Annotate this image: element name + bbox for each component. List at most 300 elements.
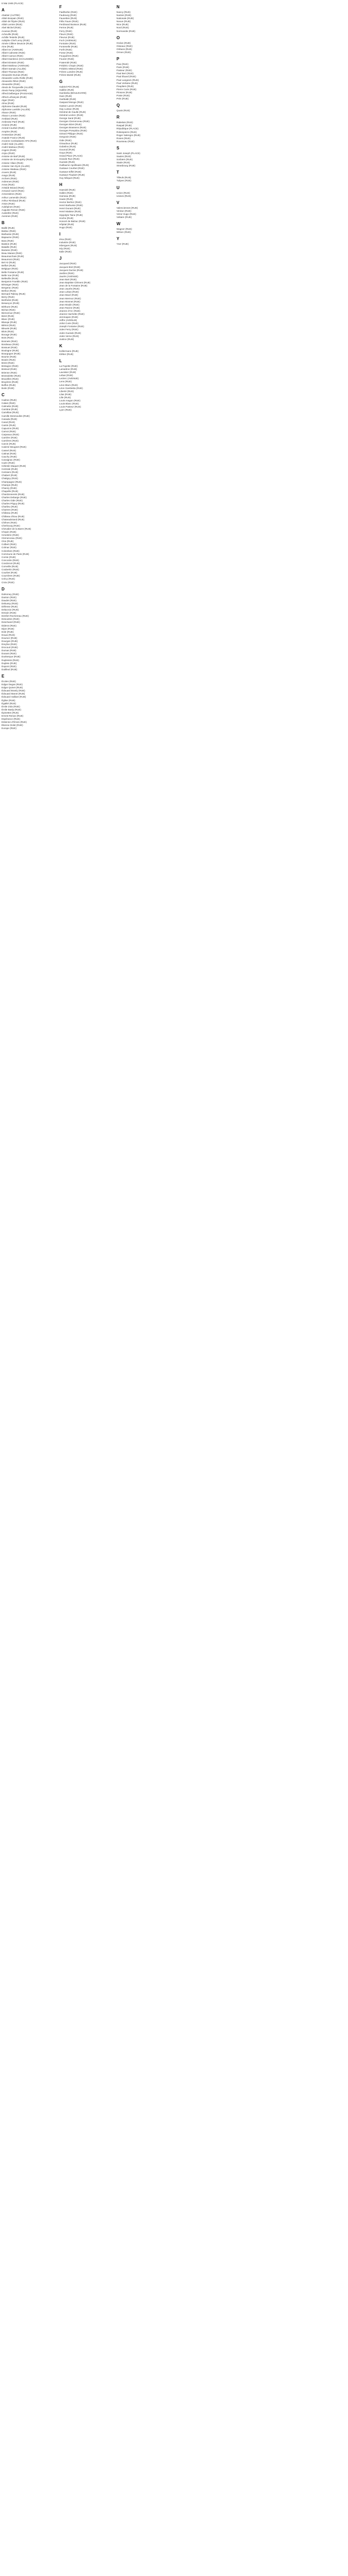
street-entry: Barbusse (RUE)	[2, 233, 19, 236]
street-entry: Jean Macé (RUE)	[59, 294, 78, 297]
street-entry: Brossolette (RUE)	[2, 374, 21, 377]
street-entry: Fourier (RUE)	[59, 58, 74, 61]
street-entry: Pasteur (RUE)	[117, 69, 132, 72]
street-entry: Crécy (RUE)	[2, 578, 15, 581]
street-entry: Pierre Curie (RUE)	[117, 88, 137, 91]
street-entry: Espérance (RUE)	[2, 718, 20, 721]
street-entry: Gustave Courbet (RUE)	[59, 167, 85, 170]
street-entry: Acheville (RUE)	[2, 32, 19, 36]
street-entry: Chateaubriand (RUE)	[2, 518, 25, 521]
street-entry: Louis Aragon (RUE)	[59, 399, 80, 402]
street-entry: Coubertin (RUE)	[2, 568, 19, 571]
street-entry: Chopin (RUE)	[2, 531, 16, 533]
street-entry: Lille (RUE)	[59, 396, 71, 399]
street-entry: Dumas (RUE)	[2, 649, 16, 652]
street-entry: Anvers (RUE)	[2, 171, 16, 174]
street-entry: Abattoir (AUTRE)	[2, 14, 20, 17]
street-entry: Aimée Cillène Deuscie (RUE)	[2, 42, 33, 45]
street-entry: Foch (AVENUE)	[59, 39, 77, 42]
letter-heading: V	[117, 200, 120, 205]
street-entry: Bazaine (RUE)	[2, 248, 18, 251]
street-entry: Avesnes (RUE)	[2, 215, 18, 218]
street-entry: Bruyères (RUE)	[2, 380, 19, 383]
street-entry: Alexis de Tocqueville (ALLÉE)	[2, 86, 34, 89]
street-entry: Anciens Combattants AFN (RUE)	[2, 139, 37, 142]
street-entry: Croix (RUE)	[2, 581, 14, 584]
street-entry: Frères Lumière (RUE)	[59, 70, 83, 73]
street-entry: Bourse (RUE)	[2, 355, 16, 359]
letter-heading: W	[117, 222, 121, 227]
street-entry: Kellermann (RUE)	[59, 349, 79, 352]
street-entry: Béranger (RUE)	[2, 283, 19, 286]
street-entry: Faidherbe (RUE)	[59, 11, 77, 13]
street-entry: Debussy (RUE)	[2, 602, 18, 605]
street-entry: Jules Guesde (RUE)	[59, 331, 81, 334]
street-entry: Défense (RUE)	[2, 605, 18, 608]
street-entry: Édouard Branly (RUE)	[2, 689, 25, 692]
street-entry: Alexandre Dumas (RUE)	[2, 73, 28, 76]
street-entry: Archers (RUE)	[2, 177, 17, 180]
street-entry: Lebas (RUE)	[59, 374, 73, 377]
street-entry: Abbé Bonpain (RUE)	[2, 17, 24, 20]
street-entry: Alexis Pamp (SQUARE)	[2, 89, 27, 92]
street-entry: Paul Éluard (RUE)	[117, 75, 136, 78]
street-entry: Blériot (RUE)	[2, 324, 16, 327]
letter-heading: E	[2, 673, 5, 679]
street-entry: Gustave Flaubert (RUE)	[59, 173, 85, 176]
street-entry: Lamartine (RUE)	[59, 368, 77, 371]
street-entry: Bossuet (RUE)	[2, 346, 18, 349]
street-entry: Condorcet (RUE)	[2, 562, 20, 565]
street-entry: Joliot Curie (RUE)	[59, 322, 79, 325]
street-entry: Denfert Rochereau (RUE)	[2, 615, 29, 618]
street-entry: Georges Pompidou (RUE)	[59, 129, 87, 132]
street-entry: Bleuets (RUE)	[2, 327, 17, 330]
street-entry: Hugo (RUE)	[59, 226, 73, 229]
street-entry: Breteuil (RUE)	[2, 368, 17, 371]
street-entry: Raspail (RUE)	[117, 124, 132, 127]
street-entry: Armand Carrel (RUE)	[2, 190, 24, 193]
index-column-2	[59, 2, 110, 412]
street-entry: Diderot (RUE)	[2, 624, 16, 627]
letter-heading: Q	[117, 103, 120, 108]
street-entry: Ardennes (RUE)	[2, 180, 19, 183]
street-entry: Berry (RUE)	[2, 296, 15, 299]
street-entry: Giraudoux (RUE)	[59, 142, 78, 145]
street-entry: Cavaignac (RUE)	[2, 458, 20, 461]
street-entry: Neuve (RUE)	[117, 20, 131, 23]
street-entry: Voltaire (RUE)	[117, 216, 132, 219]
street-entry: Antoine Watteau (RUE)	[2, 167, 26, 171]
street-entry: Valenciennes (RUE)	[117, 206, 138, 209]
street-entry: Cadran (RUE)	[2, 399, 17, 402]
letter-heading: C	[2, 393, 5, 398]
street-entry: André Gide (ALLÉE)	[2, 142, 23, 145]
street-entry: Édouard Manet (RUE)	[2, 692, 25, 696]
letter-heading: P	[117, 57, 120, 62]
street-entry: Champs (RUE)	[2, 483, 18, 486]
street-entry: Albert Camus (RUE)	[2, 55, 23, 58]
street-entry: Amsterdam (RUE)	[2, 133, 21, 136]
street-entry: Étienne Dolet (RUE)	[2, 724, 23, 727]
street-entry: Fosse (RUE)	[59, 52, 73, 55]
street-entry: Alexandrie (RUE)	[2, 83, 20, 86]
street-entry: Faubourg (RUE)	[59, 14, 77, 17]
street-entry: George Sand (RUE)	[59, 116, 81, 120]
street-entry: Belleville (RUE)	[2, 277, 19, 280]
street-entry: Léon Blum (RUE)	[59, 383, 78, 386]
street-entry: Butin (RUE)	[2, 386, 14, 389]
street-entry: Stade (RUE)	[117, 161, 130, 164]
street-entry: Cherbourg (RUE)	[2, 524, 20, 527]
street-entry: Baillé (RUE)	[2, 227, 15, 230]
street-entry: Paix (RUE)	[117, 63, 128, 66]
street-entry: Fouquières (RUE)	[59, 55, 79, 58]
street-entry: Cassel (RUE)	[2, 449, 16, 452]
street-entry: Commune de Paris (RUE)	[2, 552, 29, 555]
street-entry: Angers (RUE)	[2, 149, 16, 152]
street-entry: Blanc (RUE)	[2, 317, 15, 320]
street-entry: Charles Péguy (RUE)	[2, 502, 25, 505]
street-entry: Georges Bizet (RUE)	[59, 123, 82, 126]
street-entry: Beaumarchais (RUE)	[2, 255, 24, 258]
index-column-1	[2, 2, 52, 730]
street-entry: Brest (RUE)	[2, 362, 14, 365]
street-entry: Europe (RUE)	[2, 727, 16, 730]
letter-heading: J	[59, 256, 62, 261]
street-entry: Hameau (RUE)	[59, 194, 76, 197]
street-entry: Dutilleul (RUE)	[2, 668, 18, 671]
street-entry: Gay Lussac (RUE)	[59, 107, 79, 110]
street-entry: Alexandre Ribot (RUE)	[2, 80, 26, 83]
letter-heading: R	[117, 115, 120, 120]
street-entry: Austerlitz (RUE)	[2, 212, 19, 214]
street-entry: Gambetta (BOULEVARD)	[59, 92, 87, 95]
street-entry: Arras (RUE)	[2, 183, 15, 187]
street-entry: Champagne (RUE)	[2, 480, 22, 483]
street-entry: Jean Mermoz (RUE)	[59, 297, 81, 300]
street-entry: Ampère (RUE)	[2, 130, 18, 133]
street-entry: Tulipes (RUE)	[117, 179, 131, 182]
street-entry: Bichat (RUE)	[2, 308, 15, 311]
street-entry: Chanzy (RUE)	[2, 486, 17, 489]
street-entry: Chaligny (RUE)	[2, 477, 18, 480]
street-entry: Colombes (RUE)	[2, 549, 20, 552]
street-entry: Nancy (RUE)	[117, 11, 131, 13]
street-entry: Honoré de Balzac (RUE)	[59, 219, 86, 223]
street-entry: Général de Gaulle (RUE)	[59, 110, 86, 113]
street-entry: Amblard (RUE)	[2, 117, 18, 121]
street-entry: Bara (RUE)	[2, 239, 14, 242]
street-entry: Arthur Lamendin (RUE)	[2, 196, 26, 199]
street-entry: Saint Joseph (PLACE)	[117, 151, 140, 155]
street-entry: Ferme (RUE)	[59, 26, 74, 29]
street-entry: Grand Place (PLACE)	[59, 155, 82, 158]
street-entry: Anjou (RUE)	[2, 152, 15, 155]
street-entry: Halles (RUE)	[59, 191, 73, 194]
street-entry: Poste (RUE)	[117, 94, 130, 97]
street-entry: Calais (RUE)	[2, 402, 15, 405]
street-entry: Égalité (RUE)	[2, 702, 16, 705]
street-entry: Chênes (RUE)	[2, 521, 17, 524]
street-entry: Émile Basly (RUE)	[2, 708, 22, 711]
street-entry: Bretagne (RUE)	[2, 365, 19, 368]
street-entry: Ernest Renan (RUE)	[2, 714, 24, 717]
street-entry: Henri Dunant (RUE)	[59, 207, 81, 210]
street-entry: Gaston Lanvin (RUE)	[59, 104, 82, 107]
street-entry: Blois (RUE)	[2, 330, 14, 333]
street-entry: Delacroix (RUE)	[2, 608, 19, 612]
street-entry: Carpeaux (RUE)	[2, 433, 19, 436]
street-entry: Bastion (RUE)	[2, 242, 17, 245]
street-entry: Jean de la Fontaine (RUE)	[59, 284, 88, 287]
street-entry: Gaspard Monge (RUE)	[59, 101, 84, 104]
street-entry: Paris (RUE)	[117, 66, 129, 69]
street-entry: Albert Thomas (RUE)	[2, 70, 24, 73]
street-entry: Danton (RUE)	[2, 596, 16, 599]
letter-heading: T	[117, 170, 119, 175]
street-entry: Isly (RUE)	[59, 247, 70, 250]
street-entry: Camélias (RUE)	[2, 411, 19, 414]
street-entry: Joseph Fontaine (RUE)	[59, 325, 85, 328]
street-entry: Prés (RUE)	[117, 97, 129, 100]
street-entry: Célestin Maquet (RUE)	[2, 465, 26, 468]
street-entry: Descartes (RUE)	[2, 618, 20, 621]
street-entry: Drocourt (RUE)	[2, 646, 18, 649]
street-entry: Antoine Van Dyck (ALLÉE)	[2, 164, 30, 167]
letter-heading: N	[117, 5, 120, 9]
street-entry: Nationale (RUE)	[117, 17, 134, 20]
street-entry: Courbet (RUE)	[2, 571, 18, 574]
street-entry: Justice (RUE)	[59, 337, 74, 341]
street-entry: Bizet (RUE)	[2, 314, 14, 317]
street-entry: Frédéric Chopin (RUE)	[59, 64, 84, 67]
street-entry: Jean Lebas (RUE)	[59, 291, 79, 294]
letter-heading: H	[59, 182, 62, 187]
street-entry: Jules Verne (RUE)	[59, 334, 79, 337]
street-entry: Hôpital (RUE)	[59, 223, 74, 226]
street-entry: Édouard Vaillant (RUE)	[2, 696, 26, 699]
street-entry: Tilleuls (RUE)	[117, 176, 131, 179]
street-entry: Beaumont (RUE)	[2, 258, 20, 261]
letter-heading: Y	[117, 236, 120, 242]
street-entry: Galilée (RUE)	[59, 89, 74, 92]
street-entry: Gobelins (RUE)	[59, 145, 76, 148]
street-entry: 8 Mai 1945 (PLACE)	[2, 2, 24, 5]
street-entry: Bel Air (RUE)	[2, 261, 16, 264]
street-entry: Edgar Degas (RUE)	[2, 683, 23, 686]
street-entry: Guy Môquet (RUE)	[59, 176, 80, 179]
street-entry: Sorbiers (RUE)	[117, 158, 133, 161]
street-entry: Océan (RUE)	[117, 41, 131, 44]
street-entry: Albert Mahieux (AVENUE)	[2, 64, 29, 67]
street-entry: Jacquard (RUE)	[59, 262, 76, 265]
street-entry: Georges Clemenceau (RUE)	[59, 120, 90, 123]
street-entry: Fontaine (RUE)	[59, 42, 76, 45]
street-entry: Berlioz (RUE)	[2, 290, 16, 293]
street-entry: Gounod (RUE)	[59, 148, 75, 151]
letter-heading: K	[59, 343, 62, 348]
street-entry: Jacques Duclos (RUE)	[59, 268, 84, 272]
street-entry: Cambrai (RUE)	[2, 408, 18, 411]
street-entry: Jeanne d'Arc (RUE)	[59, 309, 80, 312]
street-entry: Auguste Renoir (RUE)	[2, 208, 25, 211]
street-entry: Victor Hugo (RUE)	[117, 212, 136, 215]
street-entry: Fontenelle (RUE)	[59, 45, 78, 48]
street-entry: Armentières (RUE)	[2, 193, 22, 196]
street-entry: Bois (RUE)	[2, 336, 13, 340]
street-entry: Goya (RUE)	[59, 151, 73, 154]
street-entry: Jean Jaurès (RUE)	[59, 287, 80, 291]
street-entry: André Malraux (RUE)	[2, 146, 24, 149]
street-entry: Carvin (RUE)	[2, 443, 16, 446]
street-entry: Hoche (RUE)	[59, 216, 74, 219]
street-entry: Georges Brassens (RUE)	[59, 126, 87, 129]
letter-heading: L	[59, 359, 62, 363]
street-entry: Chabert (RUE)	[2, 474, 18, 477]
street-entry: Douai (RUE)	[2, 633, 15, 636]
street-entry: Normandie (RUE)	[117, 29, 136, 32]
street-entry: Orléans (RUE)	[117, 47, 132, 50]
street-entry: Émile Zola (RUE)	[2, 705, 20, 708]
street-entry: Haendel (RUE)	[59, 188, 76, 191]
street-entry: Oiseaux (RUE)	[117, 44, 132, 47]
street-entry: Abbé de l'Épée (RUE)	[2, 20, 25, 23]
street-entry: Dole (RUE)	[2, 630, 14, 633]
street-entry: Dahomey (RUE)	[2, 592, 19, 596]
street-entry: Arthur Rimbaud (RUE)	[2, 199, 26, 202]
street-entry: Peupliers (RUE)	[117, 84, 134, 88]
street-entry: Dunant (RUE)	[2, 652, 16, 655]
street-entry: Chapelle (RUE)	[2, 489, 19, 493]
street-entry: Rousseau (RUE)	[117, 140, 135, 143]
street-entry: Pinsons (RUE)	[117, 91, 132, 94]
street-entry: Carrières (RUE)	[2, 439, 19, 443]
street-entry: Belgique (RUE)	[2, 267, 18, 270]
street-entry: Belfort (RUE)	[2, 264, 16, 267]
street-entry: Gare (RUE)	[59, 95, 72, 98]
street-entry: Paul Bert (RUE)	[117, 72, 134, 75]
street-entry: Achille Testelin (RUE)	[2, 36, 25, 39]
street-entry: Estienne d'Orves (RUE)	[2, 721, 27, 724]
street-entry: Lens (RUE)	[59, 380, 72, 383]
street-entry: Chevalier de la Barre (RUE)	[2, 527, 31, 530]
street-entry: Aristide Briand (RUE)	[2, 187, 24, 190]
street-entry: Anatole France (RUE)	[2, 136, 25, 139]
street-entry: Adolphe Chef Leroy (RUE)	[2, 39, 30, 42]
street-entry: Gabriel Péri (RUE)	[59, 85, 79, 88]
street-entry: Albert Einstein (RUE)	[2, 61, 24, 64]
street-entry: Saules (RUE)	[117, 155, 131, 158]
street-entry: Jacques Brel (RUE)	[59, 265, 80, 268]
street-entry: Comte (RUE)	[2, 555, 16, 558]
street-entry: Fauvettes (RUE)	[59, 17, 77, 20]
street-entry: Bergerac (RUE)	[2, 286, 19, 289]
street-entry: Colmar (RUE)	[2, 546, 16, 549]
street-entry: Gide (RUE)	[59, 139, 72, 142]
street-entry: Usines (RUE)	[117, 194, 131, 197]
street-entry: Nice (RUE)	[117, 23, 129, 26]
street-entry: Bonnets (RUE)	[2, 340, 18, 343]
street-entry: Gergovie (RUE)	[59, 135, 76, 139]
street-entry: Cimetière (RUE)	[2, 534, 19, 537]
street-entry: Ferry (RUE)	[59, 29, 72, 32]
street-entry: Benjamin Franklin (RUE)	[2, 280, 28, 283]
street-entry: Clemenceau (RUE)	[2, 537, 22, 540]
street-entry: Amiral Courbet (RUE)	[2, 127, 25, 130]
street-entry: Bernard Palissy (RUE)	[2, 293, 26, 296]
street-entry: Paul Langevin (RUE)	[117, 78, 139, 81]
street-entry: Louis Blanc (RUE)	[59, 402, 79, 405]
street-entry: Léon Gambetta (RUE)	[59, 386, 83, 389]
street-entry: Dreyfus (RUE)	[2, 643, 17, 646]
street-entry: Alfred Lefrançois (RUE)	[2, 95, 27, 98]
street-entry: Roger Salengro (RUE)	[117, 133, 141, 137]
street-entry: Alsace (RUE)	[2, 111, 16, 114]
street-entry: Jean Baptiste Clément (RUE)	[59, 281, 91, 284]
street-entry: Ambroise Paré (RUE)	[2, 121, 25, 124]
street-entry: Verdun (RUE)	[117, 209, 131, 212]
letter-heading: B	[2, 221, 5, 226]
street-entry: Ormes (RUE)	[117, 50, 131, 54]
street-entry: Gustave Eiffel (RUE)	[59, 170, 81, 173]
street-entry: Blanqui (RUE)	[2, 321, 17, 324]
street-entry: Courrières (RUE)	[2, 574, 20, 578]
letter-heading: F	[59, 5, 62, 9]
street-entry: Aubépines (RUE)	[2, 205, 20, 208]
street-entry: Nantes (RUE)	[117, 14, 131, 17]
street-entry: Albert Calmette (RUE)	[2, 52, 25, 55]
street-entry: Wagner (RUE)	[117, 228, 132, 231]
street-entry: Brienne (RUE)	[2, 371, 17, 374]
street-entry: Alphonse Lamblin (ALLÉE)	[2, 108, 30, 111]
street-entry: Bruxelles (RUE)	[2, 377, 19, 380]
street-entry: Gérard Philippe (RUE)	[59, 132, 83, 135]
street-entry: Château (RUE)	[2, 512, 18, 515]
street-entry: Carnot (RUE)	[2, 430, 16, 433]
street-entry: Canada (RUE)	[2, 417, 18, 420]
street-entry: Jean Bart (RUE)	[59, 278, 77, 281]
street-entry: Carrière (RUE)	[2, 436, 18, 439]
street-entry: Italie (RUE)	[59, 250, 72, 253]
street-entry: Alphonse Daudet (RUE)	[2, 105, 27, 108]
letter-heading: S	[117, 145, 120, 150]
index-column-3	[117, 2, 167, 246]
street-entry: Alfred Delbergue (PASSAGE)	[2, 92, 33, 95]
letter-heading: I	[59, 232, 61, 236]
street-entry: Artois (RUE)	[2, 202, 15, 205]
letter-heading: D	[2, 586, 5, 591]
street-entry: Antoine de Baïf (RUE)	[2, 155, 25, 158]
street-entry: Albert Ier (AVENUE)	[2, 48, 23, 52]
street-entry: Hector Berlioz (RUE)	[59, 201, 81, 204]
street-entry: Jaurès (AVENUE)	[59, 275, 78, 278]
street-entry: Bataille (RUE)	[2, 245, 17, 248]
street-entry: Strasbourg (RUE)	[117, 164, 136, 167]
street-entry: Duplessis (RUE)	[2, 658, 19, 662]
street-entry: Dourges (RUE)	[2, 640, 18, 642]
street-entry: Haute (RUE)	[59, 198, 73, 201]
street-entry: Joffre (AVENUE)	[59, 319, 77, 322]
street-entry: Berthelot (RUE)	[2, 299, 19, 302]
street-entry: Kléber (RUE)	[59, 352, 74, 355]
street-entry: Dupleix (RUE)	[2, 662, 17, 665]
street-entry: Concorde (RUE)	[2, 558, 19, 562]
street-entry: Doumer (RUE)	[2, 636, 18, 639]
street-entry: Forêt (RUE)	[59, 48, 72, 52]
street-entry: Bocage (RUE)	[2, 333, 17, 336]
street-entry: Isbergues (RUE)	[59, 244, 77, 247]
